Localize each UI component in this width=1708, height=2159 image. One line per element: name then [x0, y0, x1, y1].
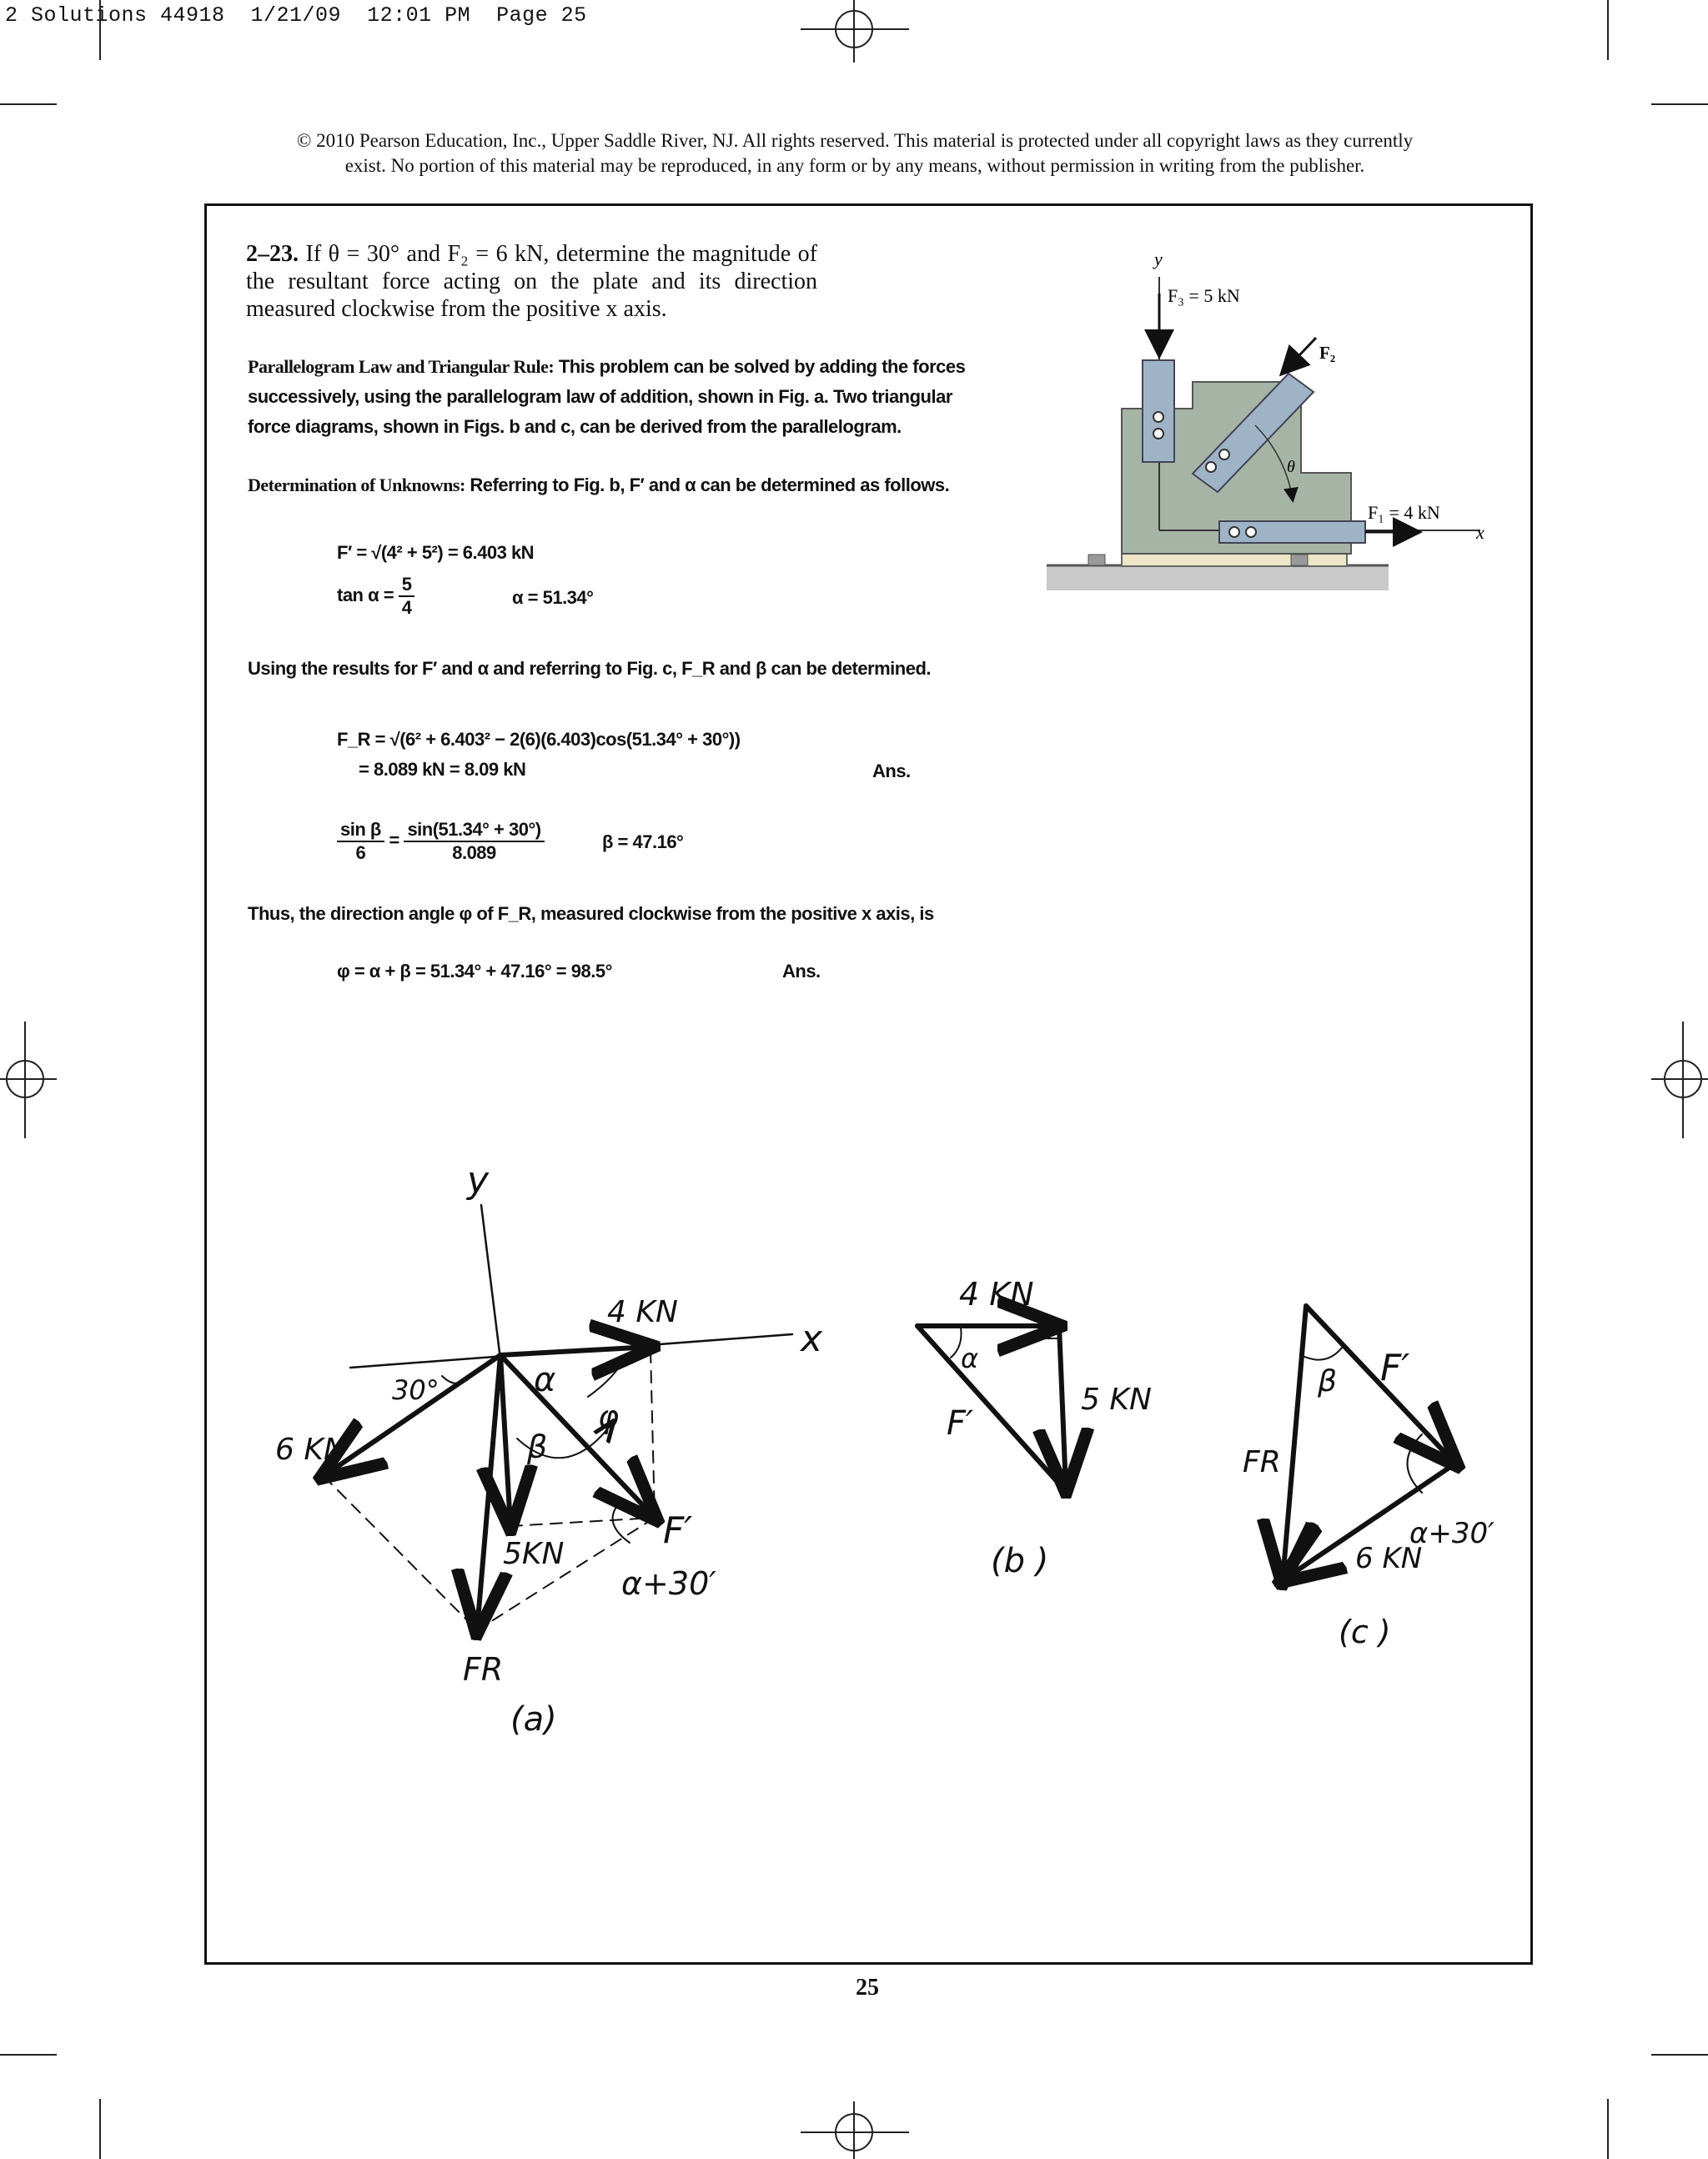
equation-beta-result: β = 47.16°: [602, 831, 684, 852]
sketch-a-30-label: 30°: [392, 1374, 440, 1406]
sketch-c-fr-label: FR: [1243, 1445, 1281, 1479]
answer-label-1: Ans.: [872, 761, 911, 781]
fig-f3-label: F₃ = 5 kN: [1168, 285, 1240, 306]
equation-alpha-result: α = 51.34°: [512, 587, 594, 608]
paragraph-1-text: This problem can be solved by adding the forces successively, using the parallelogram law of addition, shown in Fig. a. Two triangular force diagrams, shown in Figs. b and c, can be derived from the parallelogram.: [248, 356, 966, 437]
sketch-a-fr: [477, 1355, 500, 1630]
sketch-a-fr-label: FR: [463, 1651, 504, 1688]
equation-sine-law: $\frac{\text{sin β}}{6}$ = $\frac{\sin(51.34^\circ + 30^\circ)}{8.089}$: [337, 819, 545, 864]
equation-fprime: F′ = √(4² + 5²) = 6.403 kN: [337, 542, 535, 563]
sketch-a-f1-label: 4 KN: [607, 1295, 678, 1329]
heading-parallelogram: Parallelogram Law and Triangular Rule:: [248, 356, 555, 377]
sketch-a-phi-label: φ: [598, 1398, 620, 1435]
sketch-c-beta-label: β: [1318, 1364, 1337, 1398]
sketch-a-fprime-label: F′: [663, 1509, 693, 1552]
sketch-a-y-label: y: [467, 1159, 490, 1202]
sine-law-right-numerator: sin(51.34° + 30°): [404, 819, 544, 842]
sine-law-right-denominator: 8.089: [452, 842, 496, 863]
fig-x-label: x: [1476, 522, 1484, 543]
sketch-a-f2-label: 6 KN: [275, 1433, 346, 1467]
sketch-a-f2: [324, 1355, 500, 1476]
fig-f2-label: F₂: [1319, 343, 1336, 363]
heading-unknowns: Determination of Unknowns:: [248, 474, 465, 495]
problem-number: 2–23.: [246, 241, 299, 267]
sine-law-left-numerator: sin β: [337, 819, 384, 842]
sketch-a-alpha-label: α: [534, 1361, 556, 1399]
sketch-b-fprime: [917, 1326, 1063, 1489]
sketch-b-f3: [1059, 1326, 1066, 1489]
equation-fr-result: = 8.089 kN = 8.09 kN: [359, 759, 526, 780]
sketch-c-caption: (c ): [1339, 1614, 1391, 1650]
sketch-a-beta-label: β: [527, 1428, 548, 1465]
tan-alpha-numerator: 5: [399, 574, 415, 597]
equation-fr: F_R = √(6² + 6.403² − 2(6)(6.403)cos(51.34° + 30°)): [337, 729, 741, 750]
tan-alpha-label: tan α =: [337, 584, 394, 605]
sketch-b-f1-label: 4 KN: [959, 1276, 1034, 1313]
sketch-a-x-label: x: [801, 1318, 823, 1360]
sketch-b-f3-label: 5 KN: [1081, 1383, 1152, 1417]
copyright-line-2: exist. No portion of this material may be reproduced, in any form or by any means, without permission in writing from the publisher.: [344, 155, 1365, 176]
sine-law-left-denominator: 6: [355, 842, 366, 863]
fig-y-label: y: [1154, 249, 1163, 269]
sketch-c-alpha30-label: α+30′: [1409, 1517, 1494, 1550]
solution-paragraph-3: Using the results for F′ and α and referring to Fig. c, F_R and β can be determined.: [248, 658, 932, 679]
solution-paragraph-4: Thus, the direction angle φ of F_R, measured clockwise from the positive x axis, is: [248, 903, 934, 924]
sketch-c-fprime-label: F′: [1380, 1347, 1410, 1389]
printer-slug: 2 Solutions 44918 1/21/09 12:01 PM Page 25: [5, 3, 587, 28]
problem-text: If θ = 30° and F₂ = 6 kN, determine the magnitude of the resultant force acting on the plate and its direction measured clockwise from the positive x axis.: [246, 241, 817, 322]
fig-f1-label: F₁ = 4 kN: [1368, 502, 1440, 523]
sketch-a-caption: (a): [510, 1700, 557, 1739]
copyright-line-1: © 2010 Pearson Education, Inc., Upper Saddle River, NJ. All rights reserved. This material is protected under all copyright laws as they currently: [296, 130, 1414, 151]
sketch-c-f2-label: 6 KN: [1355, 1542, 1423, 1575]
sketch-a-fprime: [500, 1355, 655, 1518]
sketch-b-fprime-label: F′: [947, 1404, 974, 1443]
tan-alpha-denominator: 4: [401, 597, 412, 618]
sketch-a-f1: [500, 1347, 651, 1355]
sketch-a-f3: [500, 1355, 510, 1526]
answer-label-2: Ans.: [782, 961, 821, 982]
page-number: 25: [856, 1975, 879, 2001]
fig-theta-label: θ: [1287, 458, 1295, 476]
sketch-c-fr: [1283, 1306, 1306, 1580]
sketch-a-f3-label: 5KN: [503, 1537, 565, 1571]
paragraph-2-text: Referring to Fig. b, F′ and α can be determined as follows.: [465, 474, 950, 495]
sketch-b-alpha-label: α: [961, 1343, 979, 1374]
equation-phi: φ = α + β = 51.34° + 47.16° = 98.5°: [337, 961, 612, 982]
sketch-b-caption: (b ): [991, 1542, 1049, 1580]
sketch-b: [917, 1326, 1066, 1489]
sketch-a-alpha30-label: α+30′: [621, 1565, 716, 1602]
